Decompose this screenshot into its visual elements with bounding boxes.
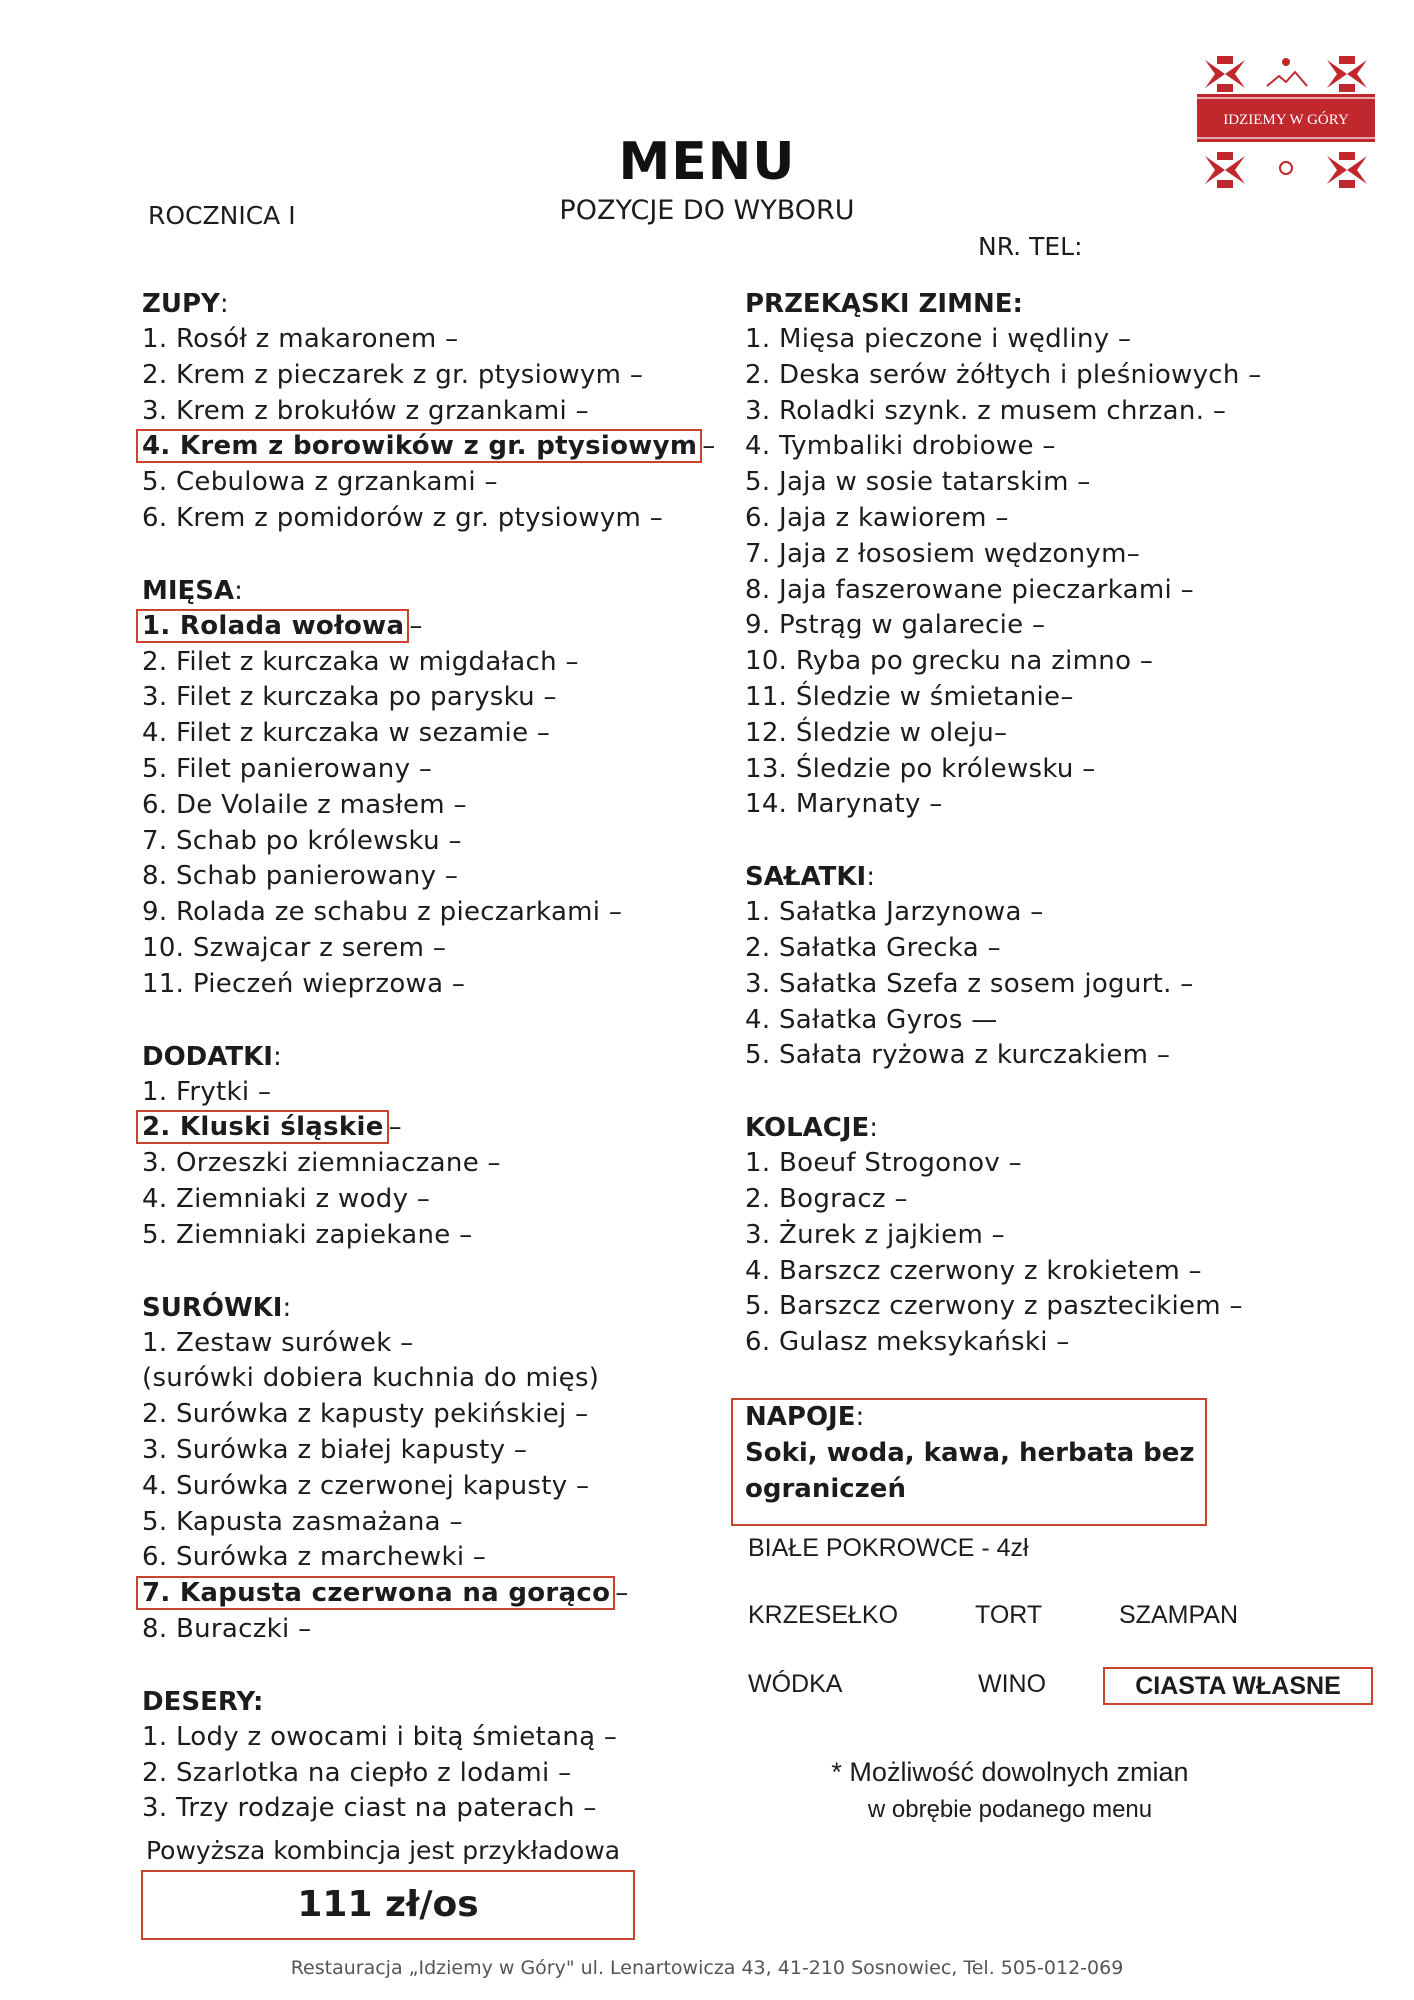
section-heading-text: DODATKI [142, 1041, 273, 1072]
menu-item [142, 1361, 712, 1397]
drinks-text: Soki, woda, kawa, herbata bez ograniczeń [745, 1438, 1195, 1504]
menu-item [745, 394, 1365, 430]
menu-item-text: 4. Filet z kurczaka w sezamie – [142, 718, 551, 749]
menu-item [142, 1791, 712, 1827]
menu-item [745, 931, 1365, 967]
menu-item-text: 2. Sałatka Grecka – [745, 932, 1001, 963]
menu-item [745, 358, 1365, 394]
section-heading-text: ZUPY [142, 289, 220, 319]
menu-item [142, 1433, 712, 1469]
menu-item-dash: – [702, 431, 716, 462]
menu-item-text: 10. Szwajcar z serem – [142, 932, 447, 963]
menu-item [745, 787, 1365, 823]
menu-item-text: 1. Lody z owocami i bitą śmietaną – [142, 1721, 618, 1752]
left-menu-column [142, 286, 716, 1827]
menu-item-text: 4. Tymbaliki drobiowe – [745, 431, 1056, 462]
menu-item-text: 3. Orzeszki ziemniaczane – [142, 1148, 501, 1179]
menu-item-text: 4. Ziemniaki z wody – [142, 1183, 431, 1214]
menu-item [745, 680, 1365, 716]
menu-item [745, 1325, 1365, 1361]
menu-item [142, 931, 712, 967]
menu-item-text: 6. Jaja z kawiorem – [745, 502, 1009, 533]
menu-item-text: 1. Boeuf Strogonov – [745, 1148, 1022, 1179]
menu-item-text: 5. Cebulowa z grzankami – [142, 467, 498, 498]
menu-item-text: 2. Szarlotka na ciepło z lodami – [142, 1757, 572, 1788]
section-spacer [142, 1648, 712, 1684]
menu-item-text: 2. Kluski śląskie [136, 1110, 389, 1144]
section-heading [745, 286, 1365, 322]
menu-item [745, 1254, 1365, 1290]
menu-item-text: 4. Surówka z czerwonej kapusty – [142, 1470, 590, 1501]
menu-item-text: 8. Buraczki – [142, 1613, 312, 1644]
example-note: Powyższa kombincja jest przykładowa [146, 1836, 621, 1865]
section-heading: DODATKI: [142, 1041, 282, 1072]
menu-item-text: 2. Krem z pieczarek z gr. ptysiowym – [142, 359, 644, 390]
menu-item-text: 13. Śledzie po królewsku – [745, 753, 1096, 784]
menu-item-text: 14. Marynaty – [745, 789, 943, 820]
menu-item-text: 1. Frytki – [142, 1076, 272, 1107]
page-title: MENU [618, 132, 796, 192]
menu-item [745, 644, 1365, 680]
phone-label: NR. TEL: [978, 232, 1083, 261]
menu-item [142, 645, 712, 681]
menu-item-dash: – [388, 1112, 402, 1143]
section-heading-text: PRZEKĄSKI ZIMNE: [745, 289, 1023, 319]
menu-item-text: 2. Surówka z kapusty pekińskiej – [142, 1399, 589, 1430]
menu-item [142, 1075, 712, 1111]
menu-item-text: 1. Rolada wołowa [136, 609, 409, 643]
price-per-person: 111 zł/os [141, 1870, 635, 1940]
menu-item-text: 5. Sałata ryżowa z kurczakiem – [745, 1040, 1171, 1071]
menu-item [142, 895, 712, 931]
selected-menu-item [142, 429, 716, 465]
menu-item-text: 10. Ryba po grecku na zimno – [745, 646, 1154, 677]
menu-item-text: 1. Zestaw surówek – [142, 1327, 414, 1358]
logo-text: IDZIEMY W GÓRY [1223, 112, 1349, 128]
section-heading-text: MIĘSA [142, 575, 235, 606]
menu-item [745, 716, 1365, 752]
menu-item [745, 1003, 1365, 1039]
menu-item [745, 608, 1365, 644]
changes-note: * Możliwość dowolnych zmian [831, 1757, 1189, 1787]
menu-item [142, 1612, 712, 1648]
menu-item [142, 859, 712, 895]
menu-item [745, 752, 1365, 788]
menu-item-text: 5. Barszcz czerwony z pasztecikiem – [745, 1291, 1243, 1322]
menu-item-text: 11. Pieczeń wieprzowa – [142, 968, 466, 999]
menu-item [745, 1182, 1365, 1218]
section-heading: MIĘSA: [142, 575, 243, 606]
white-covers-label: BIAŁE POKROWCE - 4zł [748, 1534, 1029, 1562]
section-heading [142, 1684, 712, 1720]
menu-item-text: 3. Filet z kurczaka po parysku – [142, 682, 557, 713]
section-spacer [142, 1003, 712, 1039]
menu-item [745, 537, 1365, 573]
menu-item-dash: – [409, 610, 423, 641]
menu-item-text: 9. Pstrąg w galarecie – [745, 610, 1046, 641]
menu-item-text: 1. Mięsa pieczone i wędliny – [745, 324, 1132, 354]
option-szampan: SZAMPAN [1119, 1601, 1238, 1629]
menu-item-text: 6. Gulasz meksykański – [745, 1327, 1070, 1358]
section-heading-text: DESERY: [142, 1686, 264, 1717]
menu-item-text: 3. Surówka z białej kapusty – [142, 1434, 528, 1465]
section-heading: SURÓWKI: [142, 1292, 292, 1323]
menu-item [142, 824, 712, 860]
menu-item [142, 1720, 712, 1756]
menu-item [142, 1469, 712, 1505]
menu-item-text: 11. Śledzie w śmietanie– [745, 681, 1074, 712]
menu-item-text: 4. Sałatka Gyros — [745, 1004, 998, 1035]
menu-item-text: 7. Jaja z łososiem wędzonym– [745, 538, 1141, 569]
menu-item [745, 1289, 1365, 1325]
menu-item-text: 3. Trzy rodzaje ciast na paterach – [142, 1793, 597, 1824]
menu-item-text: 8. Jaja faszerowane pieczarkami – [745, 574, 1194, 605]
menu-item-text: 6. Surówka z marchewki – [142, 1542, 487, 1573]
menu-item-text: 6. Krem z pomidorów z gr. ptysiowym – [142, 502, 664, 533]
menu-item [745, 573, 1365, 609]
menu-item-text: 3. Roladki szynk. z musem chrzan. – [745, 395, 1227, 426]
own-cakes-option: CIASTA WŁASNE [1103, 1667, 1373, 1705]
occasion-label: ROCZNICA I [148, 201, 296, 230]
drinks-heading: NAPOJE [745, 1402, 856, 1432]
menu-item-text: 5. Kapusta zasmażana – [142, 1506, 463, 1537]
menu-item [142, 680, 712, 716]
menu-item-text: 5. Filet panierowany – [142, 753, 433, 784]
menu-item [142, 1397, 712, 1433]
menu-item [745, 895, 1365, 931]
menu-item-text: 2. Bogracz – [745, 1183, 908, 1214]
page-subtitle: POZYCJE DO WYBORU [559, 195, 855, 226]
menu-item-text: 5. Jaja w sosie tatarskim – [745, 467, 1091, 498]
menu-item [745, 1218, 1365, 1254]
menu-item [142, 394, 712, 430]
section-heading-text: KOLACJE [745, 1113, 870, 1144]
menu-item-text: 9. Rolada ze schabu z pieczarkami – [142, 897, 623, 928]
menu-item-text: 4. Barszcz czerwony z krokietem – [745, 1255, 1202, 1286]
changes-note-line2: w obrębie podanego menu [867, 1796, 1153, 1823]
menu-item-text: 1. Sałatka Jarzynowa – [745, 897, 1044, 928]
menu-item-text: 2. Filet z kurczaka w migdałach – [142, 646, 579, 677]
menu-item [745, 465, 1365, 501]
section-spacer [745, 823, 1365, 859]
menu-item-text: 3. Żurek z jajkiem – [745, 1219, 1005, 1250]
option-krzeselko: KRZESEŁKO [748, 1601, 899, 1629]
menu-item-text: 8. Schab panierowany – [142, 861, 459, 892]
menu-item-text: 7. Schab po królewsku – [142, 825, 462, 856]
option-wino: WINO [978, 1670, 1047, 1698]
menu-item [142, 1505, 712, 1541]
menu-item [142, 1146, 712, 1182]
menu-item [745, 1038, 1365, 1074]
section-spacer [745, 1074, 1365, 1110]
menu-item [142, 788, 712, 824]
menu-item [745, 967, 1365, 1003]
menu-item [142, 716, 712, 752]
menu-item-text: 12. Śledzie w oleju– [745, 717, 1008, 748]
section-heading-text: SAŁATKI [745, 862, 867, 893]
section-heading-text: SURÓWKI [142, 1292, 283, 1323]
menu-item [745, 1146, 1365, 1182]
menu-item [142, 1326, 712, 1362]
right-menu-column [745, 286, 1365, 1361]
menu-item-text: 2. Deska serów żółtych i pleśniowych – [745, 359, 1262, 390]
menu-item [142, 322, 712, 358]
section-spacer [142, 537, 712, 573]
option-wodka: WÓDKA [748, 1670, 843, 1698]
drinks-section: NAPOJE: Soki, woda, kawa, herbata bez ograniczeń [745, 1399, 1205, 1507]
menu-item-text: 3. Sałatka Szefa z sosem jogurt. – [745, 968, 1194, 999]
option-tort: TORT [975, 1601, 1043, 1629]
menu-item [142, 1182, 712, 1218]
menu-item [142, 501, 712, 537]
menu-item [745, 429, 1365, 465]
menu-item-text: 7. Kapusta czerwona na gorąco [136, 1576, 615, 1610]
menu-item-text: 5. Ziemniaki zapiekane – [142, 1219, 473, 1250]
section-heading: SAŁATKI: [745, 862, 875, 893]
menu-item-text: 6. De Volaile z masłem – [142, 789, 467, 820]
section-spacer [142, 1254, 712, 1290]
menu-item-text: (surówki dobiera kuchnia do mięs) [142, 1363, 600, 1394]
menu-item [745, 322, 1365, 358]
section-heading: ZUPY: [142, 289, 229, 319]
menu-item-dash: – [615, 1578, 629, 1609]
menu-item-text: 4. Krem z borowików z gr. ptysiowym [136, 429, 702, 463]
menu-item [142, 465, 712, 501]
menu-item [142, 358, 712, 394]
menu-item [142, 1218, 712, 1254]
section-heading: KOLACJE: [745, 1113, 879, 1144]
menu-item [745, 501, 1365, 537]
menu-item [142, 967, 712, 1003]
selected-menu-item [142, 1110, 712, 1146]
menu-item [142, 1540, 712, 1576]
selected-menu-item [142, 1576, 712, 1612]
menu-item [142, 752, 712, 788]
menu-item-text: 1. Rosół z makaronem – [142, 324, 459, 354]
menu-item-text: 3. Krem z brokułów z grzankami – [142, 395, 589, 426]
menu-item [142, 1756, 712, 1792]
selected-menu-item [142, 609, 712, 645]
footer-address: Restauracja „Idziemy w Góry" ul. Lenartowicza 43, 41-210 Sosnowiec, Tel. 505-012-069 [290, 1957, 1124, 1979]
